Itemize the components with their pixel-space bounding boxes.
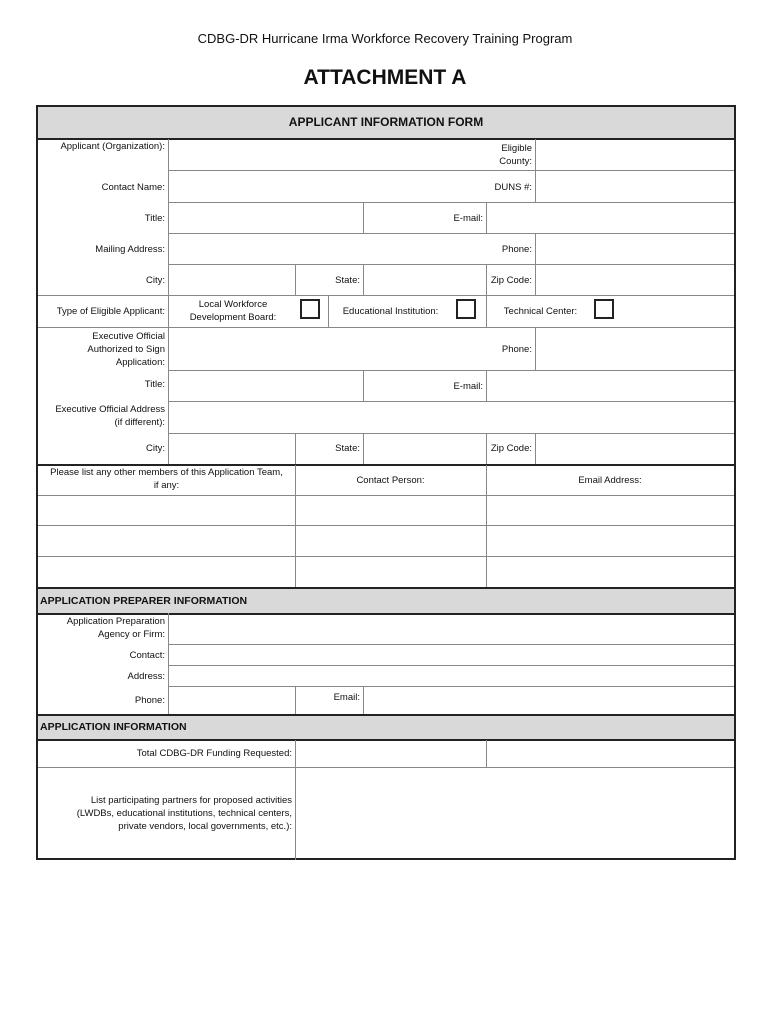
preparer-agency-input[interactable] [170, 616, 730, 642]
eligible-county-input[interactable] [538, 141, 730, 169]
executive-official-label-1: Executive Official [92, 331, 165, 342]
divider [535, 233, 536, 264]
preparer-address-input[interactable] [170, 667, 730, 685]
executive-phone-input[interactable] [538, 329, 730, 368]
preparer-contact-input[interactable] [170, 646, 730, 664]
mailing-address-input[interactable] [170, 235, 480, 262]
divider [168, 264, 169, 295]
lwdb-label-1: Local Workforce [198, 299, 268, 310]
divider [38, 295, 734, 296]
organization-label: Applicant (Organization): [60, 141, 165, 152]
executive-state-label: State: [335, 443, 360, 454]
preparer-phone-input[interactable] [170, 688, 292, 712]
executive-city-label: City: [146, 443, 165, 454]
divider [363, 202, 364, 233]
team-contact-input[interactable] [298, 528, 482, 553]
funding-label: Total CDBG-DR Funding Requested: [136, 748, 292, 759]
educational-institution-checkbox[interactable] [456, 299, 476, 319]
program-header: CDBG-DR Hurricane Irma Workforce Recovery Training Program [197, 31, 573, 46]
executive-official-label-2: Authorized to Sign [87, 344, 165, 355]
divider [168, 170, 169, 202]
applicant-type-label: Type of Eligible Applicant: [56, 306, 165, 317]
divider [535, 433, 536, 464]
executive-address-label-1: Executive Official Address [55, 404, 165, 415]
preparer-email-input[interactable] [365, 688, 730, 712]
divider [168, 401, 169, 433]
team-member-input[interactable] [41, 498, 291, 523]
divider [168, 264, 734, 265]
divider [363, 264, 364, 295]
zip-label: Zip Code: [490, 275, 532, 286]
eligible-county-label-2: County: [499, 156, 532, 167]
email-label: E-mail: [453, 213, 483, 224]
title-input[interactable] [170, 204, 360, 231]
divider [295, 465, 296, 587]
divider [168, 644, 734, 645]
divider [168, 202, 734, 203]
organization-input[interactable] [170, 141, 480, 169]
form-title: APPLICANT INFORMATION FORM [288, 115, 484, 129]
lwdb-checkbox[interactable] [300, 299, 320, 319]
preparer-email-label: Email: [333, 692, 360, 703]
divider [295, 740, 296, 860]
partners-label-2: (LWDBs, educational institutions, technical centers, [76, 808, 292, 819]
divider [295, 264, 296, 295]
partners-label-3: private vendors, local governments, etc.): [118, 821, 292, 832]
divider [168, 613, 169, 714]
preparer-section-title: APPLICATION PREPARER INFORMATION [40, 595, 248, 607]
divider [168, 233, 169, 264]
executive-email-input[interactable] [489, 372, 730, 399]
divider [168, 139, 169, 170]
divider [168, 370, 734, 371]
executive-official-input[interactable] [170, 329, 480, 368]
phone-input[interactable] [538, 235, 730, 262]
divider [168, 401, 734, 402]
partners-textarea[interactable] [300, 770, 728, 856]
executive-title-input[interactable] [170, 372, 360, 399]
divider [168, 170, 734, 171]
divider [486, 433, 487, 464]
divider [38, 556, 734, 557]
duns-label: DUNS #: [494, 182, 532, 193]
executive-city-input[interactable] [170, 435, 292, 462]
contact-person-header: Contact Person: [356, 475, 425, 486]
state-input[interactable] [365, 266, 481, 293]
divider [363, 686, 364, 714]
executive-zip-label: Zip Code: [490, 443, 532, 454]
divider [168, 433, 734, 434]
city-input[interactable] [170, 266, 292, 293]
preparer-address-label: Address: [127, 671, 165, 682]
divider [363, 370, 364, 401]
state-label: State: [335, 275, 360, 286]
divider [168, 433, 169, 464]
divider [38, 327, 734, 328]
zip-input[interactable] [538, 266, 730, 293]
partners-label-1: List participating partners for proposed activities [90, 795, 292, 806]
educational-institution-label: Educational Institution: [342, 306, 439, 317]
executive-address-label-2: (if different): [114, 417, 165, 428]
divider [535, 170, 536, 202]
divider [486, 264, 487, 295]
applicant-information-form [36, 105, 736, 860]
divider [535, 139, 536, 170]
preparer-phone-label: Phone: [134, 695, 165, 706]
team-member-input[interactable] [41, 559, 291, 584]
team-contact-input[interactable] [298, 498, 482, 523]
eligible-county-label-1: Eligible [501, 143, 532, 154]
email-address-header: Email Address: [578, 475, 642, 486]
divider [535, 327, 536, 370]
team-prompt-1: Please list any other members of this Application Team, [50, 467, 283, 478]
preparer-agency-label-2: Agency or Firm: [97, 629, 165, 640]
executive-state-input[interactable] [365, 435, 481, 462]
divider [486, 740, 487, 767]
title-label: Title: [144, 213, 165, 224]
team-member-input[interactable] [41, 528, 291, 553]
executive-email-label: E-mail: [453, 381, 483, 392]
divider [295, 686, 296, 714]
executive-title-label: Title: [144, 379, 165, 390]
contact-name-label: Contact Name: [101, 182, 165, 193]
funding-input[interactable] [298, 742, 482, 765]
duns-input[interactable] [538, 172, 730, 200]
divider [168, 665, 734, 666]
divider [168, 202, 169, 233]
lwdb-label-2: Development Board: [189, 312, 277, 323]
technical-center-checkbox[interactable] [594, 299, 614, 319]
divider [486, 202, 487, 233]
divider [486, 465, 487, 587]
preparer-agency-label-1: Application Preparation [66, 616, 165, 627]
executive-address-input[interactable] [170, 403, 730, 431]
divider [38, 495, 734, 496]
executive-zip-input[interactable] [538, 435, 730, 462]
divider [168, 327, 169, 370]
divider [38, 767, 734, 768]
divider [486, 295, 487, 327]
preparer-contact-label: Contact: [129, 650, 165, 661]
divider [168, 686, 734, 687]
divider [168, 233, 734, 234]
divider [363, 433, 364, 464]
divider [328, 295, 329, 327]
divider [295, 433, 296, 464]
team-email-input[interactable] [489, 559, 730, 584]
divider [486, 370, 487, 401]
team-email-input[interactable] [489, 498, 730, 523]
team-contact-input[interactable] [298, 559, 482, 584]
divider [168, 295, 169, 327]
mailing-address-label: Mailing Address: [95, 244, 165, 255]
email-input[interactable] [489, 204, 730, 231]
attachment-title: ATTACHMENT A [303, 66, 467, 89]
team-email-input[interactable] [489, 528, 730, 553]
city-label: City: [146, 275, 165, 286]
contact-name-input[interactable] [170, 172, 480, 200]
divider [168, 370, 169, 401]
technical-center-label: Technical Center: [503, 306, 578, 317]
phone-label: Phone: [501, 244, 532, 255]
team-prompt-2: if any: [153, 480, 180, 491]
application-section-title: APPLICATION INFORMATION [40, 721, 187, 733]
divider [535, 264, 536, 295]
executive-official-label-3: Application: [115, 357, 165, 368]
executive-phone-label: Phone: [501, 344, 532, 355]
divider [38, 525, 734, 526]
divider [38, 739, 734, 741]
